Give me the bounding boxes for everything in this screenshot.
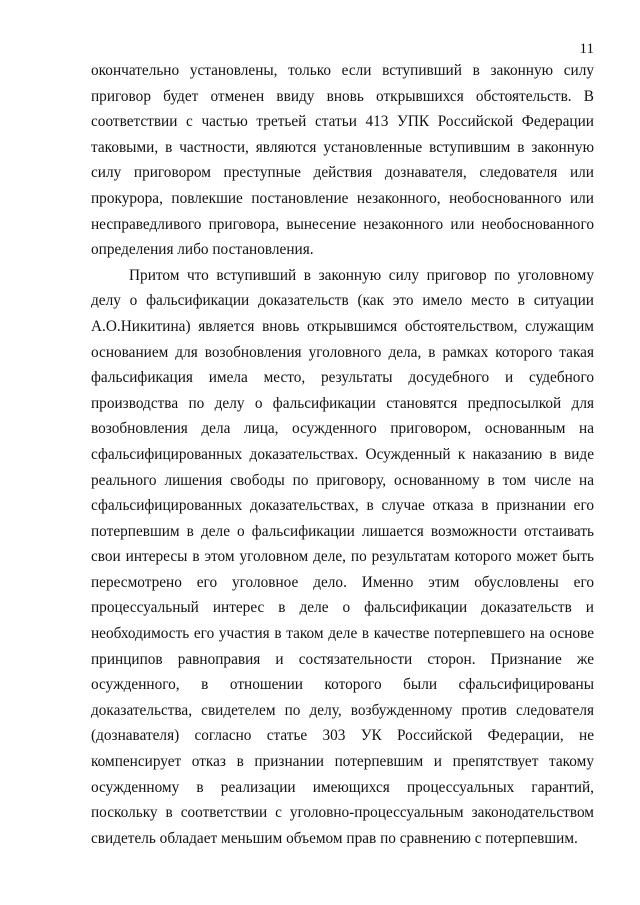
paragraph-main: Притом что вступивший в законную силу приговор по уголовному делу о фальсификации доказательств (как это имело место в ситуации А.О.Никитина) является вновь открывшимся обстоятельством, служащим основанием для возобновления уголовного дела, в рамках которого такая фальсификация имела место, результаты досудебного и судебного производства по делу о фальсификации становятся предпосылкой для возобновления дела лица, осужденного приговором, основанным на сфальсифицированных доказательствах. Осужденный к наказанию в виде реального лишения свободы по приговору, основанному в том числе на сфальсифицированных доказательствах, в случае отказа в признании его потерпевшим в деле о фальсификации лишается возможности отстаивать свои интересы в этом уголовном деле, по результатам которого может быть пересмотрено его уголовное дело. Именно этим обусловлены его процессуальный интерес в деле о фальсификации доказательств и необходимость его участия в таком деле в качестве потерпевшего на основе принципов равноправия и состязательности сторон. Признание же осужденного, в отношении которого были сфальсифицированы доказательства, свидетелем по делу, возбужденному против следователя (дознавателя) согласно статье 303 УК Российской Федерации, не компенсирует отказ в признании потерпевшим и препятствует такому осужденному в реализации имеющихся процессуальных гарантий, поскольку в соответствии с уголовно-процессуальным законодательством свидетель обладает меньшим объемом прав по сравнению с потерпевшим.	[91, 266, 594, 847]
paragraph-continuation: окончательно установлены, только если вступивший в законную силу приговор будет отменен ввиду вновь открывшихся обстоятельств. В соответствии с частью третьей статьи 413 УПК Российской Федерации таковыми, в частности, являются установленные вступившим в законную силу приговором преступные действия дознавателя, следователя или прокурора, повлекшие постановление незаконного, необоснованного или несправедливого приговора, вынесение незаконного или необоснованного определения либо постановления.	[91, 62, 594, 259]
document-body	[91, 58, 594, 851]
page-number: 11	[579, 41, 594, 57]
